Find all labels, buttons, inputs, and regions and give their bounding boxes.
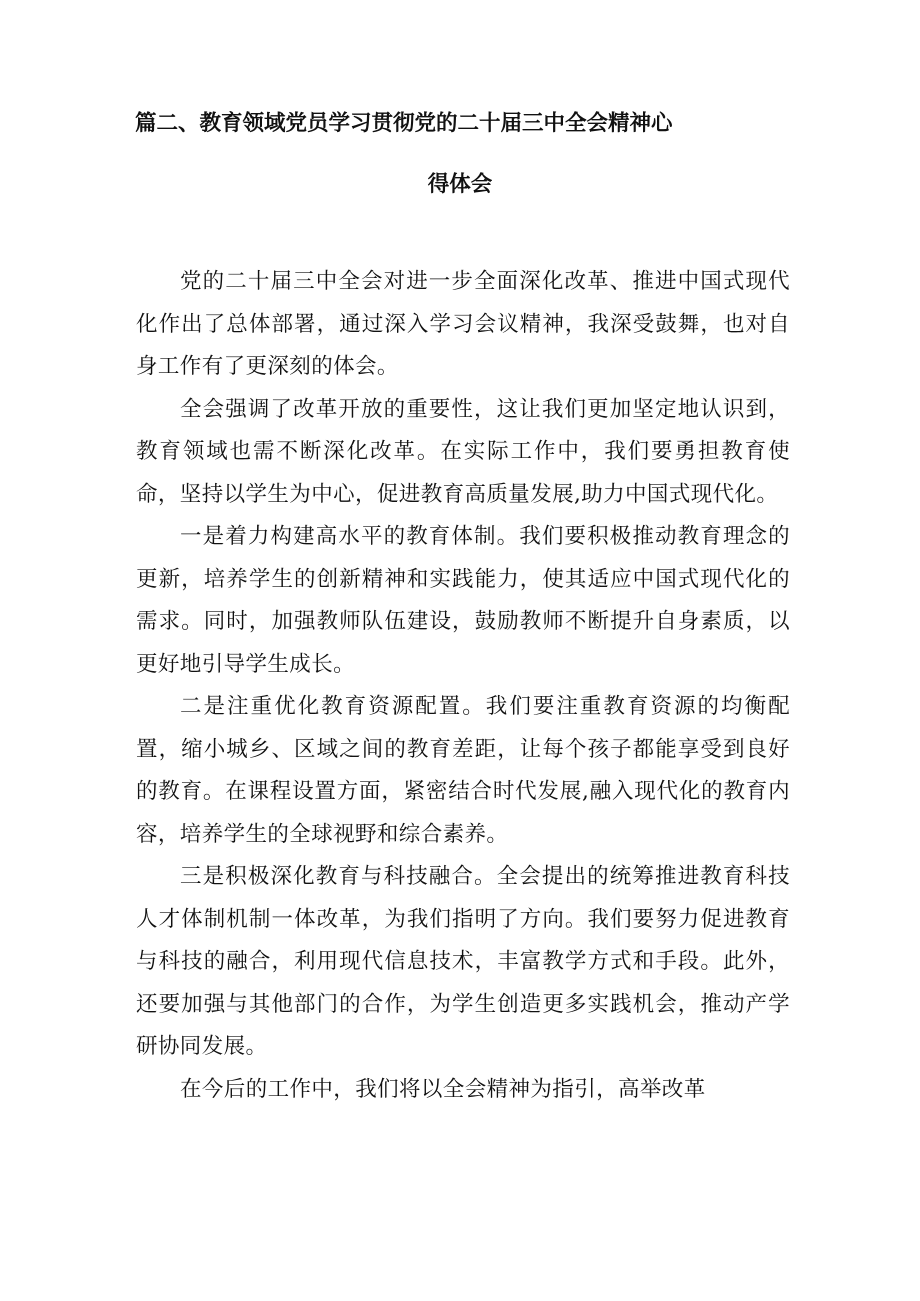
document-title-line-2: 得体会 <box>427 172 493 197</box>
paragraph-4: 二是注重优化教育资源配置。我们要注重教育资源的均衡配置，缩小城乡、区域之间的教育差距，让每个孩子都能享受到良好的教育。在课程设置方面，紧密结合时代发展,融入现代化的教育内容，培养学生的全球视野和综合素养。 <box>136 694 790 847</box>
paragraph-1: 党的二十届三中全会对进一步全面深化改革、推进中国式现代化作出了总体部署，通过深入学习会议精神，我深受鼓舞，也对自身工作有了更深刻的体会。 <box>136 269 790 379</box>
document-title-line-1: 篇二、教育领域党员学习贯彻党的二十届三中全会精神心 <box>135 111 673 136</box>
paragraph-3: 一是着力构建高水平的教育体制。我们要积极推动教育理念的更新，培养学生的创新精神和实践能力，使其适应中国式现代化的需求。同时，加强教师队伍建设，鼓励教师不断提升自身素质，以更好地引导学生成长。 <box>136 524 790 677</box>
paragraph-2: 全会强调了改革开放的重要性，这让我们更加坚定地认识到，教育领域也需不断深化改革。在实际工作中，我们要勇担教育使命，坚持以学生为中心，促进教育高质量发展,助力中国式现代化。 <box>136 396 790 507</box>
paragraph-5: 三是积极深化教育与科技融合。全会提出的统筹推进教育科技人才体制机制一体改革，为我们指明了方向。我们要努力促进教育与科技的融合，利用现代信息技术，丰富教学方式和手段。此外，还要加强与其他部门的合作，为学生创造更多实践机会，推动产学研协同发展。 <box>136 864 790 1059</box>
paragraph-6: 在今后的工作中，我们将以全会精神为指引，高举改革 <box>180 1076 706 1102</box>
document-body <box>136 261 790 1111</box>
